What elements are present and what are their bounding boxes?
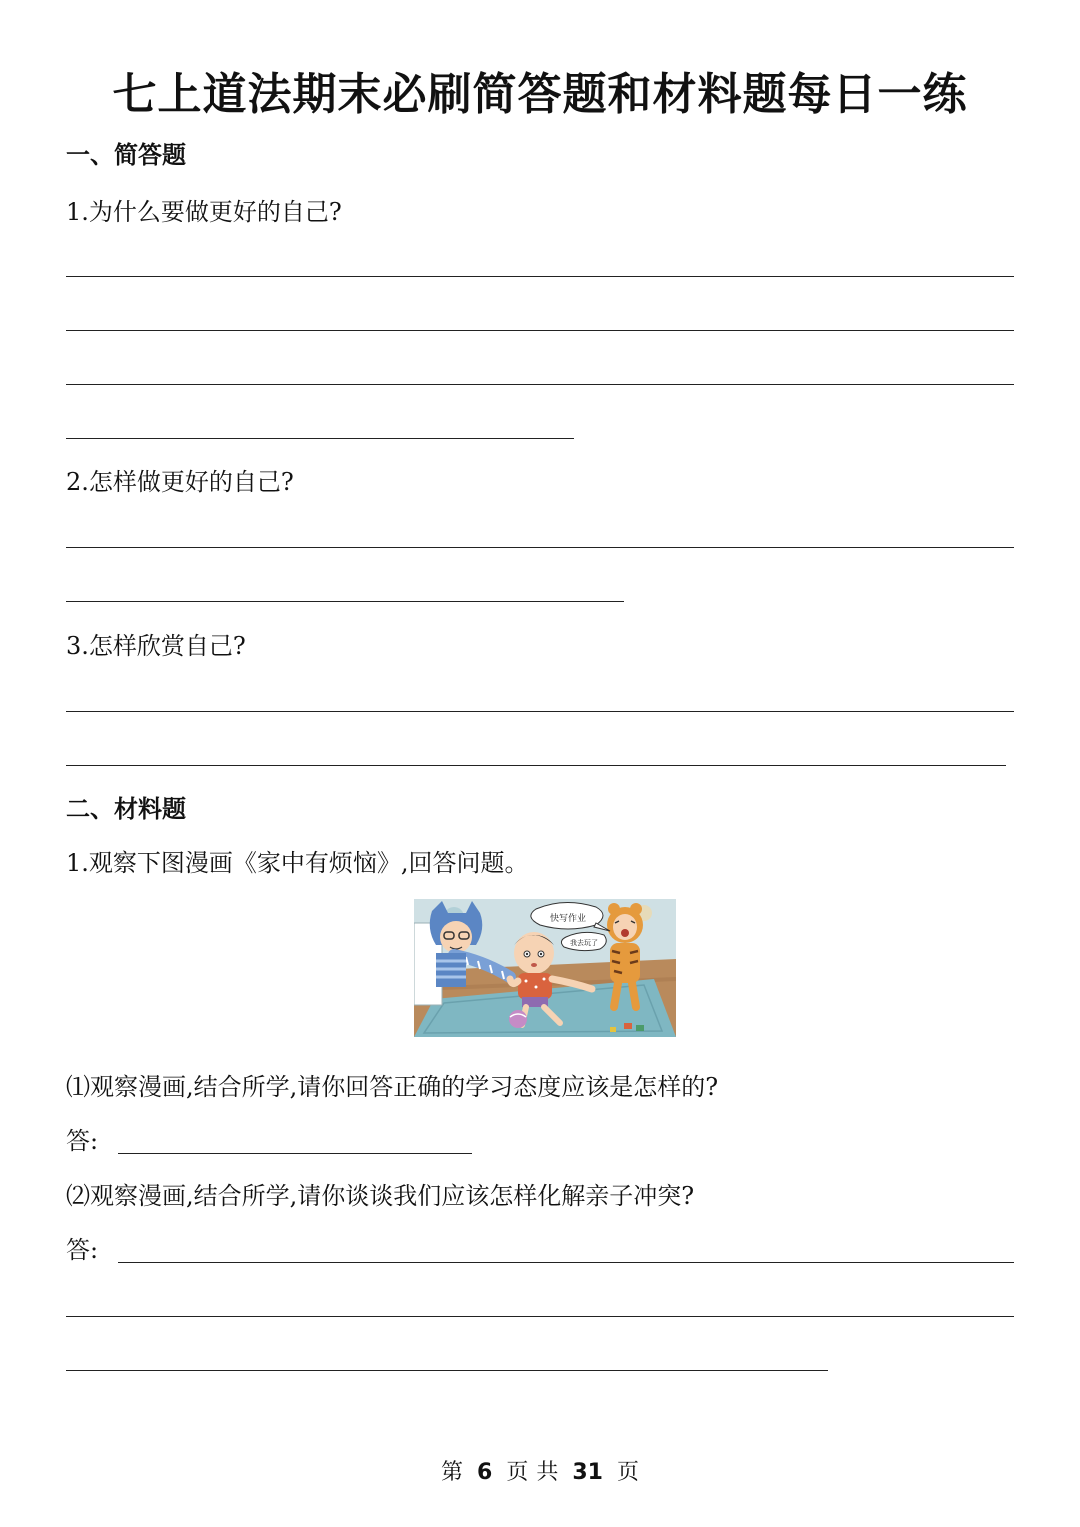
footer-prefix: 第 [441,1460,464,1485]
comic-bubble-text: 快写作业 [549,914,587,924]
footer-suffix: 页 [616,1460,639,1485]
footer-middle-1: 页 [506,1460,529,1485]
answer-line [66,438,574,439]
answer-line [66,330,1014,331]
sub-question-2: ⑵观察漫画,结合所学,请你谈谈我们应该怎样化解亲子冲突? [66,1182,695,1210]
answer-line [66,601,624,602]
section-heading-short-answer: 一、简答题 [66,140,186,169]
total-pages-number: 31 [572,1460,603,1485]
answer-line [66,1370,828,1371]
question-3: 3.怎样欣赏自己? [66,632,246,660]
answer-line [118,1153,472,1154]
current-page-number: 6 [477,1460,493,1485]
page-title: 七上道法期末必刷简答题和材料题每日一练 [112,69,968,120]
answer-line [66,384,1014,385]
footer-middle-2: 共 [536,1460,559,1485]
answer-line [66,1316,1014,1317]
comic-bubble-text: 我去玩了 [570,939,598,947]
answer-line [66,547,1014,548]
answer-line [66,276,1014,277]
section-heading-material: 二、材料题 [66,794,186,823]
sub-question-1: ⑴观察漫画,结合所学,请你回答正确的学习态度应该是怎样的? [66,1073,719,1101]
answer-label: 答: [66,1127,99,1155]
answer-label: 答: [66,1236,99,1264]
answer-line [66,765,1006,766]
comic-illustration [414,899,676,1037]
material-question-1: 1.观察下图漫画《家中有烦恼》,回答问题。 [66,849,529,877]
question-1: 1.为什么要做更好的自己? [66,198,342,226]
question-2: 2.怎样做更好的自己? [66,468,294,496]
answer-line [66,711,1014,712]
answer-line [118,1262,1014,1263]
page-footer [0,1458,1080,1488]
